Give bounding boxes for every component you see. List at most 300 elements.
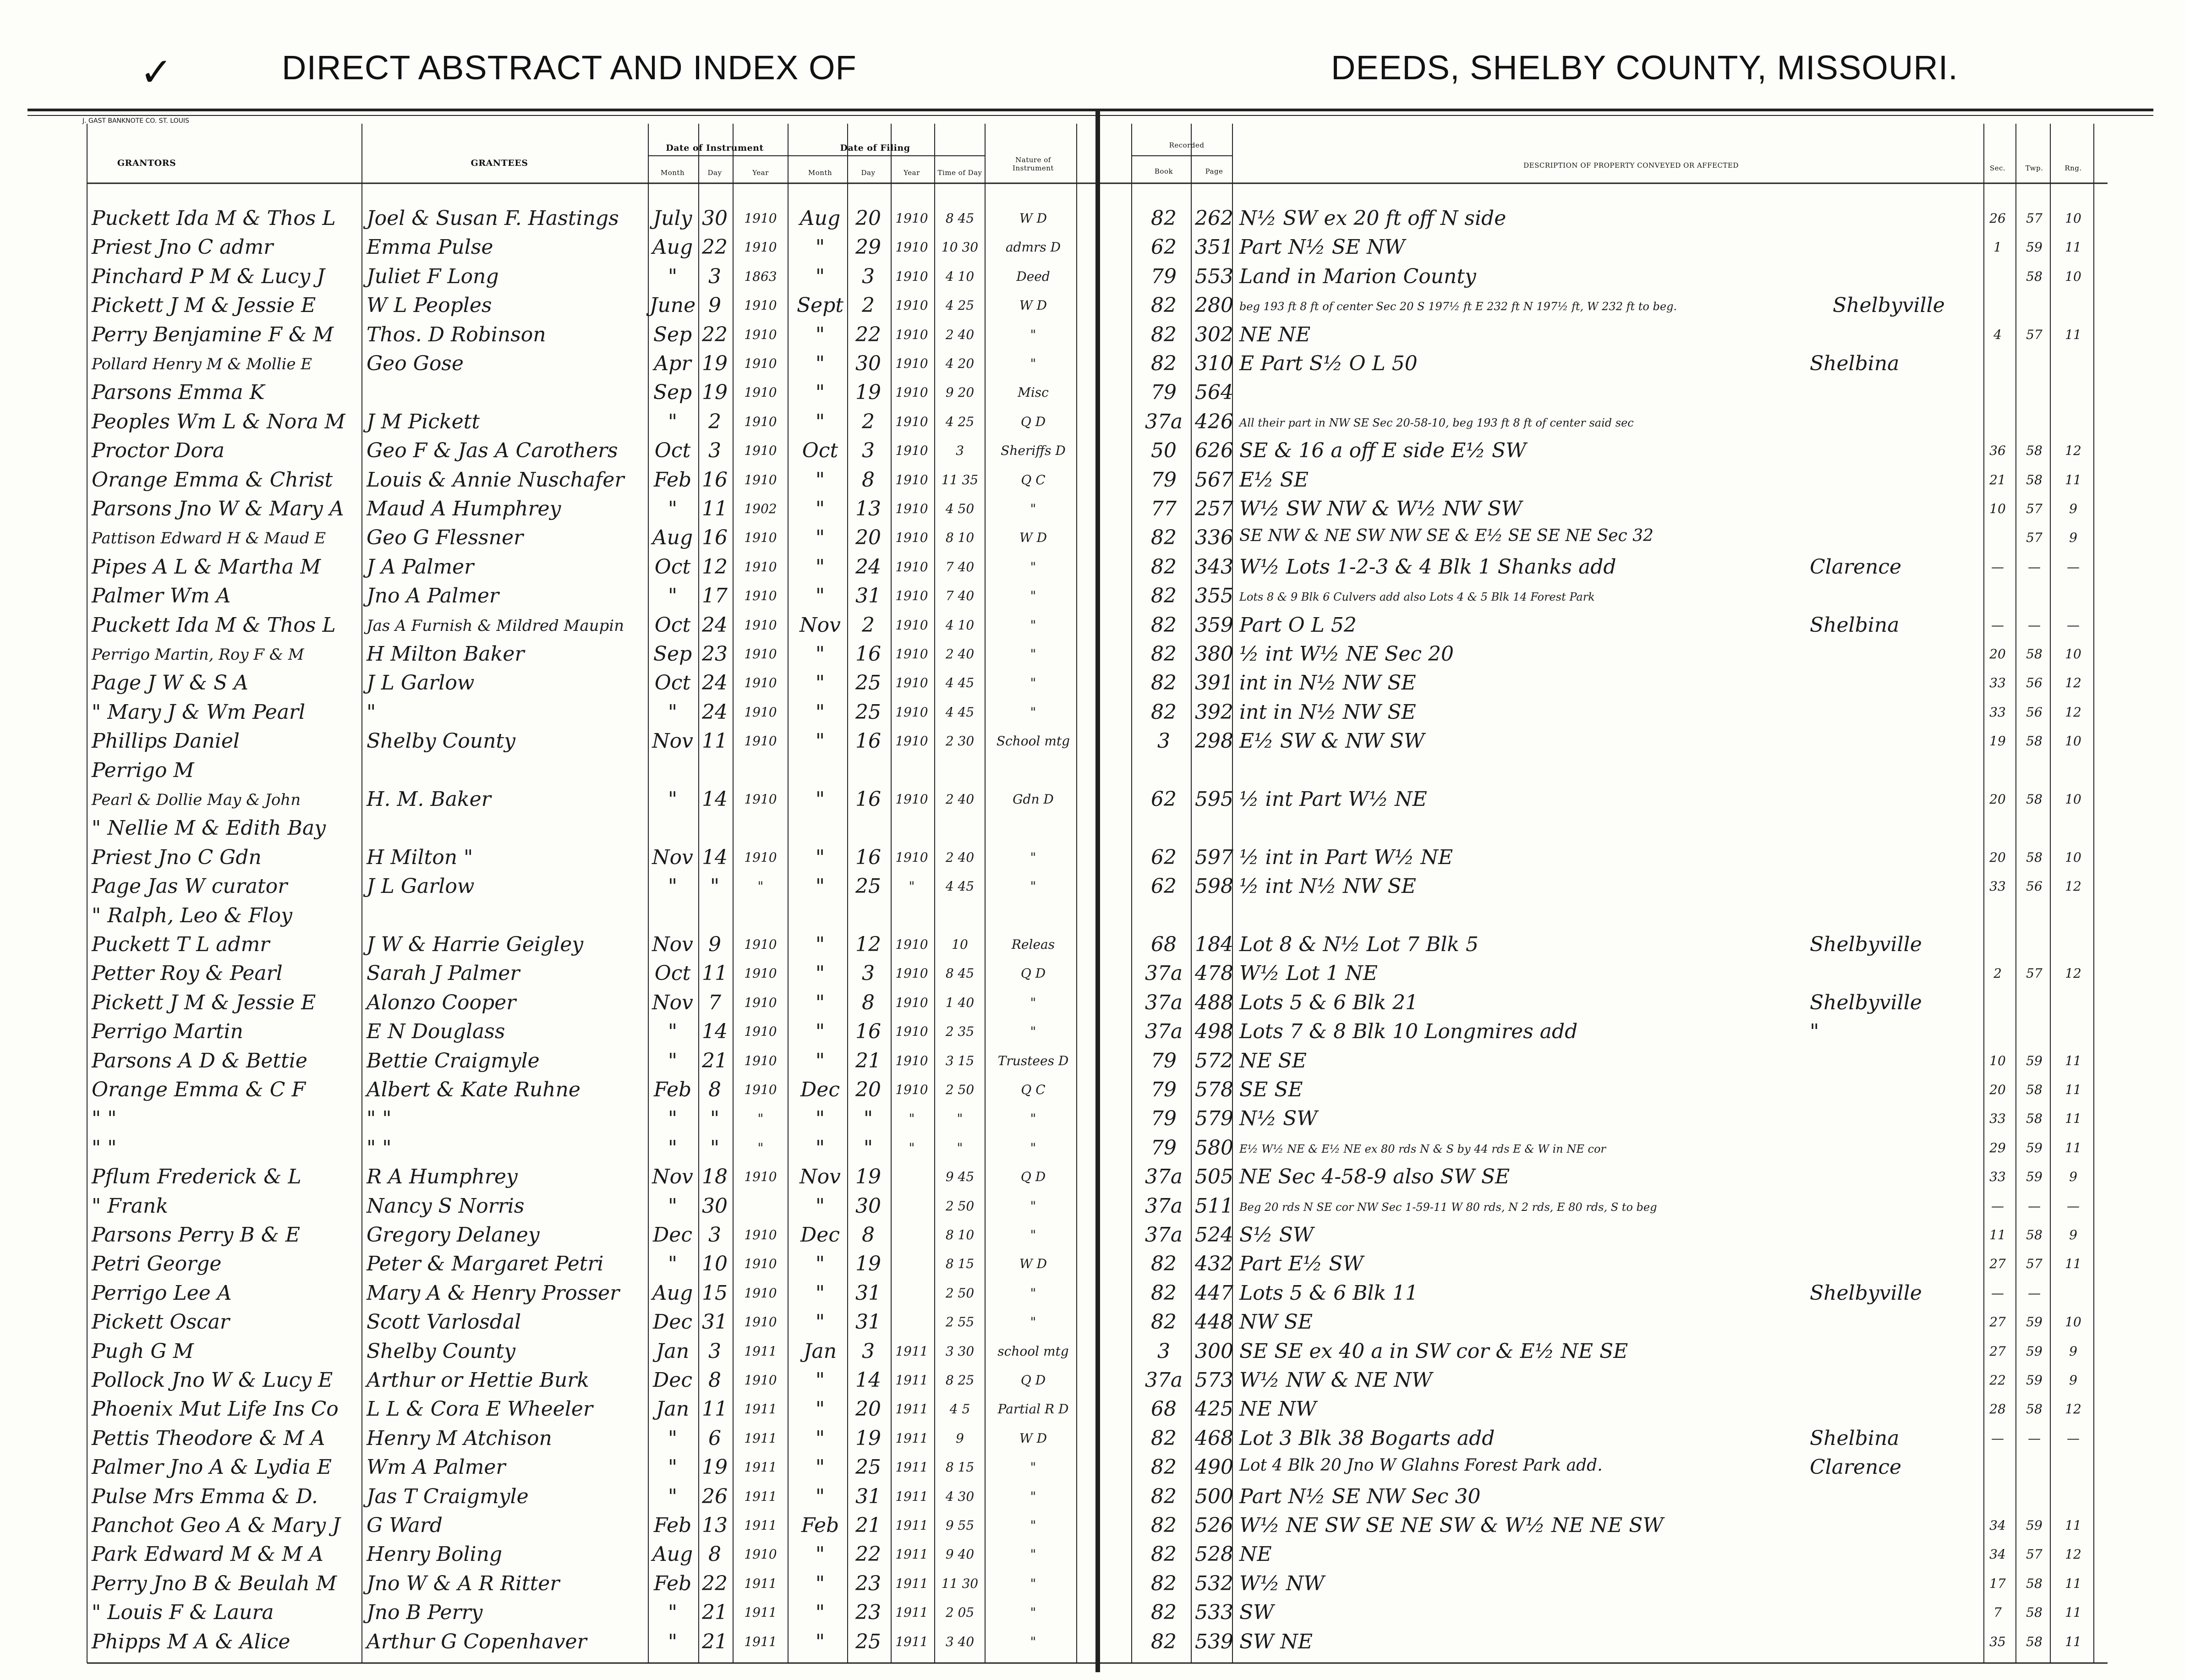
rng-cell: 11 [2065,1605,2081,1620]
description-cell: Lots 5 & 6 Blk 21 [1239,990,1418,1014]
sec-cell: 20 [1989,646,2006,662]
grantor-cell: Palmer Wm A [92,584,231,608]
grantee-cell: Wm A Palmer [367,1456,506,1479]
filing-time-cell: 7 40 [945,588,975,604]
col-header-filing-year: Year [904,169,920,177]
description-cell: E Part S½ O L 50 [1239,352,1418,375]
page-cell: 392 [1195,700,1233,724]
description-cell: N½ SW [1239,1107,1318,1131]
grantor-cell: Panchot Geo A & Mary J [92,1514,340,1537]
sec-cell: 33 [1989,879,2006,894]
grantor-cell: Petri George [92,1252,222,1276]
filing-time-cell: 4 50 [945,501,975,516]
page-cell: 448 [1195,1310,1233,1334]
grantee-cell: " [367,700,376,724]
book-cell: 82 [1151,1571,1177,1595]
col-header-instrument-year: Year [752,169,769,177]
page-cell: 280 [1195,294,1233,317]
filing-month-cell: " [815,990,825,1014]
instrument-month-cell: Oct [654,439,691,463]
rng-cell: 10 [2065,646,2081,662]
filing-year-cell: " [909,879,915,894]
nature-cell: " [1030,1488,1036,1504]
instrument-day-cell: 14 [702,1020,728,1044]
filing-month-cell: " [815,1252,825,1276]
rng-cell: 10 [2065,792,2081,807]
rng-cell: 11 [2065,1140,2081,1155]
filing-time-cell: 2 35 [945,1024,975,1040]
book-cell: 82 [1151,352,1177,375]
sec-cell: 21 [1989,472,2006,487]
filing-year-cell: 1910 [895,414,928,429]
instrument-year-cell: 1910 [744,792,777,807]
grantee-cell: Bettie Craigmyle [367,1049,540,1073]
description-cell: W½ Lot 1 NE [1239,962,1378,985]
filing-year-cell: 1910 [895,675,928,691]
filing-month-cell: Feb [801,1514,839,1537]
instrument-month-cell: Sep [653,323,692,346]
place-cell: Clarence [1810,1456,1902,1479]
instrument-year-cell: 1910 [744,1053,777,1068]
instrument-year-cell: 1910 [744,559,777,575]
filing-month-cell: " [815,1543,825,1566]
nature-cell: " [1030,1314,1036,1330]
page-cell: 526 [1195,1514,1233,1537]
instrument-year-cell: 1911 [744,1605,777,1620]
instrument-day-cell: 24 [702,700,728,724]
grantee-cell: H Milton Baker [367,642,525,666]
instrument-day-cell: 3 [708,1223,721,1247]
instrument-month-cell: " [668,1107,678,1131]
rng-cell: — [2067,1198,2080,1214]
description-cell: NE NW [1239,1397,1317,1421]
rng-cell: 12 [2065,966,2081,981]
filing-time-cell: 7 40 [945,559,975,575]
grantee-cell: Geo G Flessner [367,526,524,550]
instrument-month-cell: Oct [654,555,691,579]
instrument-year-cell: 1910 [744,356,777,371]
grantor-cell: Peoples Wm L & Nora M [92,410,345,433]
page-cell: 468 [1195,1426,1233,1450]
instrument-year-cell: " [757,1140,764,1155]
description-cell: W½ NW & NE NW [1239,1368,1433,1392]
book-cell: 79 [1151,1078,1177,1101]
filing-month-cell: " [815,497,825,520]
grantee-cell: H Milton " [367,845,473,869]
nature-cell: school mtg [997,1343,1069,1359]
nature-cell: Deed [1016,268,1050,284]
filing-year-cell: 1910 [895,240,928,255]
book-cell: 37a [1145,1165,1183,1189]
place-cell: Shelbina [1810,1426,1900,1450]
nature-cell: Q C [1021,1082,1046,1097]
instrument-year-cell: 1910 [744,385,777,400]
filing-time-cell: 8 15 [945,1256,975,1272]
twp-cell: 59 [2026,1169,2043,1185]
filing-time-cell: 2 50 [945,1198,975,1214]
filing-year-cell: 1910 [895,356,928,371]
sec-cell: 27 [1989,1314,2006,1330]
instrument-year-cell: 1910 [744,1285,777,1301]
description-cell: Part N½ SE NW Sec 30 [1239,1484,1481,1508]
twp-cell: — [2028,1285,2041,1301]
instrument-year-cell: 1910 [744,588,777,604]
filing-time-cell: 9 [956,1430,964,1446]
instrument-day-cell: " [710,875,720,898]
nature-cell: " [1030,501,1036,516]
filing-day-cell: 24 [855,555,881,579]
grantee-cell: W L Peoples [367,294,492,317]
grantee-cell: J L Garlow [367,671,475,695]
filing-month-cell: " [815,1630,825,1653]
book-cell: 62 [1151,235,1177,259]
instrument-day-cell: 22 [702,235,728,259]
rng-cell: 12 [2065,1401,2081,1417]
sec-cell: — [1991,617,2004,633]
filing-month-cell: " [815,1049,825,1073]
book-cell: 79 [1151,1049,1177,1073]
filing-time-cell: 11 30 [941,1576,979,1591]
filing-year-cell: 1911 [895,1634,928,1649]
page-cell: 580 [1195,1136,1233,1160]
filing-day-cell: 16 [855,642,881,666]
instrument-day-cell: 14 [702,788,728,811]
instrument-month-cell: Oct [654,671,691,695]
page-cell: 598 [1195,875,1233,898]
instrument-day-cell: 26 [702,1484,728,1508]
sec-cell: 33 [1989,675,2006,691]
filing-month-cell: " [815,323,825,346]
book-cell: 82 [1151,294,1177,317]
book-cell: 82 [1151,1281,1177,1305]
instrument-day-cell: 3 [708,264,721,288]
nature-cell: Q D [1020,1169,1046,1185]
filing-time-cell: 1 40 [945,995,975,1010]
grantee-cell: Albert & Kate Ruhne [367,1078,580,1101]
grantor-cell: Parsons Perry B & E [92,1223,301,1247]
instrument-day-cell: 8 [708,1368,721,1392]
instrument-month-cell: Sep [653,381,692,405]
instrument-year-cell: " [757,1111,764,1127]
filing-day-cell: 19 [855,1426,881,1450]
twp-cell: 58 [2026,1111,2043,1127]
filing-time-cell: 4 10 [945,268,975,284]
filing-year-cell: 1911 [895,1488,928,1504]
twp-cell: 56 [2026,879,2043,894]
filing-year-cell: 1910 [895,327,928,342]
filing-month-cell: " [815,1397,825,1421]
grantee-cell: J M Pickett [367,410,480,433]
nature-cell: " [1030,995,1036,1010]
grantor-cell: Orange Emma & C F [92,1078,306,1101]
twp-cell: 59 [2026,1373,2043,1388]
filing-year-cell: 1910 [895,211,928,226]
page-cell: 351 [1195,235,1233,259]
book-cell: 82 [1151,1310,1177,1334]
instrument-day-cell: 21 [702,1601,728,1625]
filing-day-cell: 20 [855,1078,881,1101]
place-cell: Shelbyville [1810,990,1922,1014]
page-cell: 380 [1195,642,1233,666]
filing-year-cell: 1910 [895,588,928,604]
sec-cell: 27 [1989,1256,2006,1272]
instrument-month-cell: Dec [653,1368,692,1392]
book-cell: 82 [1151,1514,1177,1537]
book-cell: 79 [1151,1136,1177,1160]
grantor-cell: Parsons Emma K [92,381,265,405]
twp-cell: 56 [2026,704,2043,720]
instrument-year-cell: 1910 [744,995,777,1010]
grantor-cell: Perrigo Martin [92,1020,243,1044]
page-cell: 343 [1195,555,1233,579]
instrument-year-cell: 1910 [744,472,777,487]
page-cell: 539 [1195,1630,1233,1653]
grantor-cell: Pollock Jno W & Lucy E [92,1368,333,1392]
filing-month-cell: " [815,264,825,288]
filing-time-cell: 8 15 [945,1460,975,1475]
filing-month-cell: " [815,788,825,811]
filing-year-cell: 1910 [895,937,928,952]
page-cell: 532 [1195,1571,1233,1595]
twp-cell: 58 [2026,1634,2043,1649]
book-cell: 37a [1145,1194,1183,1218]
filing-month-cell: " [815,1484,825,1508]
sec-cell: 34 [1989,1547,2006,1562]
grantee-cell: Gregory Delaney [367,1223,540,1247]
page-cell: 478 [1195,962,1233,985]
description-cell: Lots 8 & 9 Blk 6 Culvers add also Lots 4 & 5 Blk 14 Forest Park [1239,591,1595,604]
instrument-day-cell: 22 [702,1571,728,1595]
filing-time-cell: 2 50 [945,1082,975,1097]
instrument-year-cell: 1910 [744,849,777,865]
filing-time-cell: 8 10 [945,530,975,546]
col-header-twp: Twp. [2025,164,2043,172]
description-cell: int in N½ NW SE [1239,671,1416,695]
filing-time-cell: 10 30 [941,240,979,255]
col-header-instrument-day: Day [707,169,722,177]
description-cell: E½ SW & NW SW [1239,729,1425,753]
instrument-day-cell: 16 [702,526,728,550]
instrument-day-cell: 23 [702,642,728,666]
sec-cell: — [1991,1198,2004,1214]
filing-day-cell: 23 [855,1571,881,1595]
description-cell: NE [1239,1543,1272,1566]
page-cell: 355 [1195,584,1233,608]
grantee-cell: Jno B Perry [367,1601,483,1625]
grantor-cell: Page J W & S A [92,671,248,695]
rng-cell: 9 [2069,1227,2077,1242]
filing-time-cell: 4 10 [945,617,975,633]
twp-cell: 59 [2026,1343,2043,1359]
filing-month-cell: " [815,1601,825,1625]
twp-cell: 58 [2026,1401,2043,1417]
grantee-cell: Jas T Craigmyle [367,1484,529,1508]
filing-year-cell: " [909,1111,915,1127]
place-cell: Shelbyville [1833,294,1945,317]
filing-time-cell: 3 [956,443,964,459]
twp-cell: 58 [2026,268,2043,284]
page-cell: 425 [1195,1397,1233,1421]
filing-time-cell: 3 30 [945,1343,975,1359]
filing-day-cell: 31 [855,1310,881,1334]
rng-cell: 11 [2065,1518,2081,1533]
nature-cell: " [1030,879,1036,894]
book-cell: 37a [1145,962,1183,985]
instrument-month-cell: Sep [653,642,692,666]
instrument-month-cell: Aug [652,526,693,550]
col-header-date-of-filing: Date of Filing [840,143,910,153]
grantor-cell: Pattison Edward H & Maud E [92,529,326,548]
grantee-cell: J W & Harrie Geigley [367,933,584,956]
sec-cell: 2 [1993,966,2002,981]
filing-time-cell: 11 35 [941,472,979,487]
filing-day-cell: 20 [855,526,881,550]
description-cell: S½ SW [1239,1223,1314,1247]
book-cell: 82 [1151,584,1177,608]
filing-month-cell: " [815,1020,825,1044]
page-cell: 184 [1195,933,1233,956]
filing-year-cell: 1910 [895,995,928,1010]
instrument-month-cell: " [668,1136,678,1160]
filing-day-cell: " [863,1107,873,1131]
page-cell: 524 [1195,1223,1233,1247]
filing-day-cell: 3 [862,264,875,288]
col-header-instrument-month: Month [660,169,685,177]
grantee-cell: L L & Cora E Wheeler [367,1397,593,1421]
sec-cell: 7 [1993,1605,2002,1620]
book-cell: 82 [1151,613,1177,637]
filing-time-cell: 9 55 [945,1518,975,1533]
nature-cell: " [1030,1460,1036,1475]
instrument-year-cell: 1910 [744,240,777,255]
filing-month-cell: " [815,1107,825,1131]
filing-day-cell: 22 [855,323,881,346]
filing-day-cell: " [863,1136,873,1160]
filing-day-cell: 25 [855,875,881,898]
instrument-month-cell: Nov [652,1165,693,1189]
filing-day-cell: 21 [855,1514,881,1537]
filing-year-cell: 1911 [895,1343,928,1359]
description-cell: SW [1239,1601,1274,1625]
grantor-cell: Parsons A D & Bettie [92,1049,307,1073]
description-cell: Lot 4 Blk 20 Jno W Glahns Forest Park add. [1239,1456,1603,1475]
filing-time-cell: 8 10 [945,1227,975,1242]
nature-cell: " [1030,1198,1036,1214]
grantee-cell: Mary A & Henry Prosser [367,1281,620,1305]
instrument-day-cell: 9 [708,294,721,317]
filing-month-cell: Sept [796,294,844,317]
filing-day-cell: 19 [855,381,881,405]
nature-cell: " [1030,849,1036,865]
filing-month-cell: " [815,875,825,898]
filing-time-cell: 8 25 [945,1373,975,1388]
grantee-cell: Emma Pulse [367,235,493,259]
grantee-cell: Henry Boling [367,1543,503,1566]
filing-time-cell: 4 30 [945,1488,975,1504]
page-cell: 426 [1195,410,1233,433]
description-cell: Lots 5 & 6 Blk 11 [1239,1281,1418,1305]
filing-time-cell: 3 15 [945,1053,975,1068]
description-cell: W½ Lots 1-2-3 & 4 Blk 1 Shanks add [1239,555,1616,579]
filing-month-cell: Nov [800,1165,841,1189]
page-title-left: DIRECT ABSTRACT AND INDEX OF [282,49,857,87]
sec-cell: — [1991,559,2004,575]
place-cell: Clarence [1810,555,1902,579]
filing-day-cell: 14 [855,1368,881,1392]
filing-time-cell: 2 30 [945,733,975,749]
nature-cell: W D [1019,1256,1047,1272]
filing-time-cell: 4 20 [945,356,975,371]
filing-month-cell: " [815,671,825,695]
book-cell: 82 [1151,1601,1177,1625]
nature-cell: Releas [1011,937,1055,952]
sec-cell: 34 [1989,1518,2006,1533]
twp-cell: 57 [2026,211,2043,226]
filing-month-cell: " [815,642,825,666]
book-cell: 82 [1151,555,1177,579]
instrument-month-cell: " [668,497,678,520]
filing-time-cell: " [957,1140,963,1155]
page-cell: 262 [1195,207,1233,230]
filing-month-cell: " [815,410,825,433]
sec-cell: — [1991,1430,2004,1446]
filing-year-cell: 1910 [895,385,928,400]
grantor-cell: Puckett Ida M & Thos L [92,207,336,230]
twp-cell: — [2028,1198,2041,1214]
filing-year-cell: 1911 [895,1460,928,1475]
grantee-cell: Thos. D Robinson [367,323,546,346]
grantor-cell: Perry Jno B & Beulah M [92,1571,337,1595]
instrument-year-cell: 1910 [744,211,777,226]
sec-cell: 36 [1989,443,2006,459]
instrument-day-cell: 14 [702,845,728,869]
instrument-year-cell: 1911 [744,1401,777,1417]
instrument-year-cell: 1910 [744,1314,777,1330]
rng-cell: 9 [2069,1373,2077,1388]
filing-month-cell: " [815,1281,825,1305]
col-header-date-of-instrument: Date of Instrument [666,143,764,153]
filing-time-cell: 2 40 [945,792,975,807]
twp-cell: 57 [2026,1256,2043,1272]
description-cell: SE & 16 a off E side E½ SW [1239,439,1527,463]
sec-cell: — [1991,1285,2004,1301]
grantor-cell: Perrigo Martin, Roy F & M [92,646,304,664]
filing-month-cell: " [815,1368,825,1392]
grantor-cell: Puckett Ida M & Thos L [92,613,336,637]
filing-day-cell: 3 [862,962,875,985]
sec-cell: 22 [1989,1373,2006,1388]
grantee-cell: Alonzo Cooper [367,990,516,1014]
description-cell: beg 193 ft 8 ft of center Sec 20 S 197½ ft E 232 ft N 197½ ft, W 232 ft to beg. [1239,300,1677,313]
instrument-day-cell: 16 [702,468,728,492]
nature-cell: W D [1019,298,1047,313]
nature-cell: " [1030,1227,1036,1242]
grantor-cell: " Nellie M & Edith Bay [92,816,326,840]
rng-cell: 11 [2065,327,2081,342]
instrument-month-cell: " [668,1049,678,1073]
filing-day-cell: 8 [862,1223,875,1247]
twp-cell: 58 [2026,733,2043,749]
filing-month-cell: Dec [800,1223,840,1247]
instrument-year-cell: 1911 [744,1460,777,1475]
grantor-cell: Pflum Frederick & L [92,1165,301,1189]
filing-year-cell: 1910 [895,733,928,749]
nature-cell: " [1030,1111,1036,1127]
instrument-year-cell: 1910 [744,1256,777,1272]
page-cell: 257 [1195,497,1233,520]
description-cell: ½ int N½ NW SE [1239,875,1416,898]
instrument-year-cell: 1910 [744,530,777,546]
